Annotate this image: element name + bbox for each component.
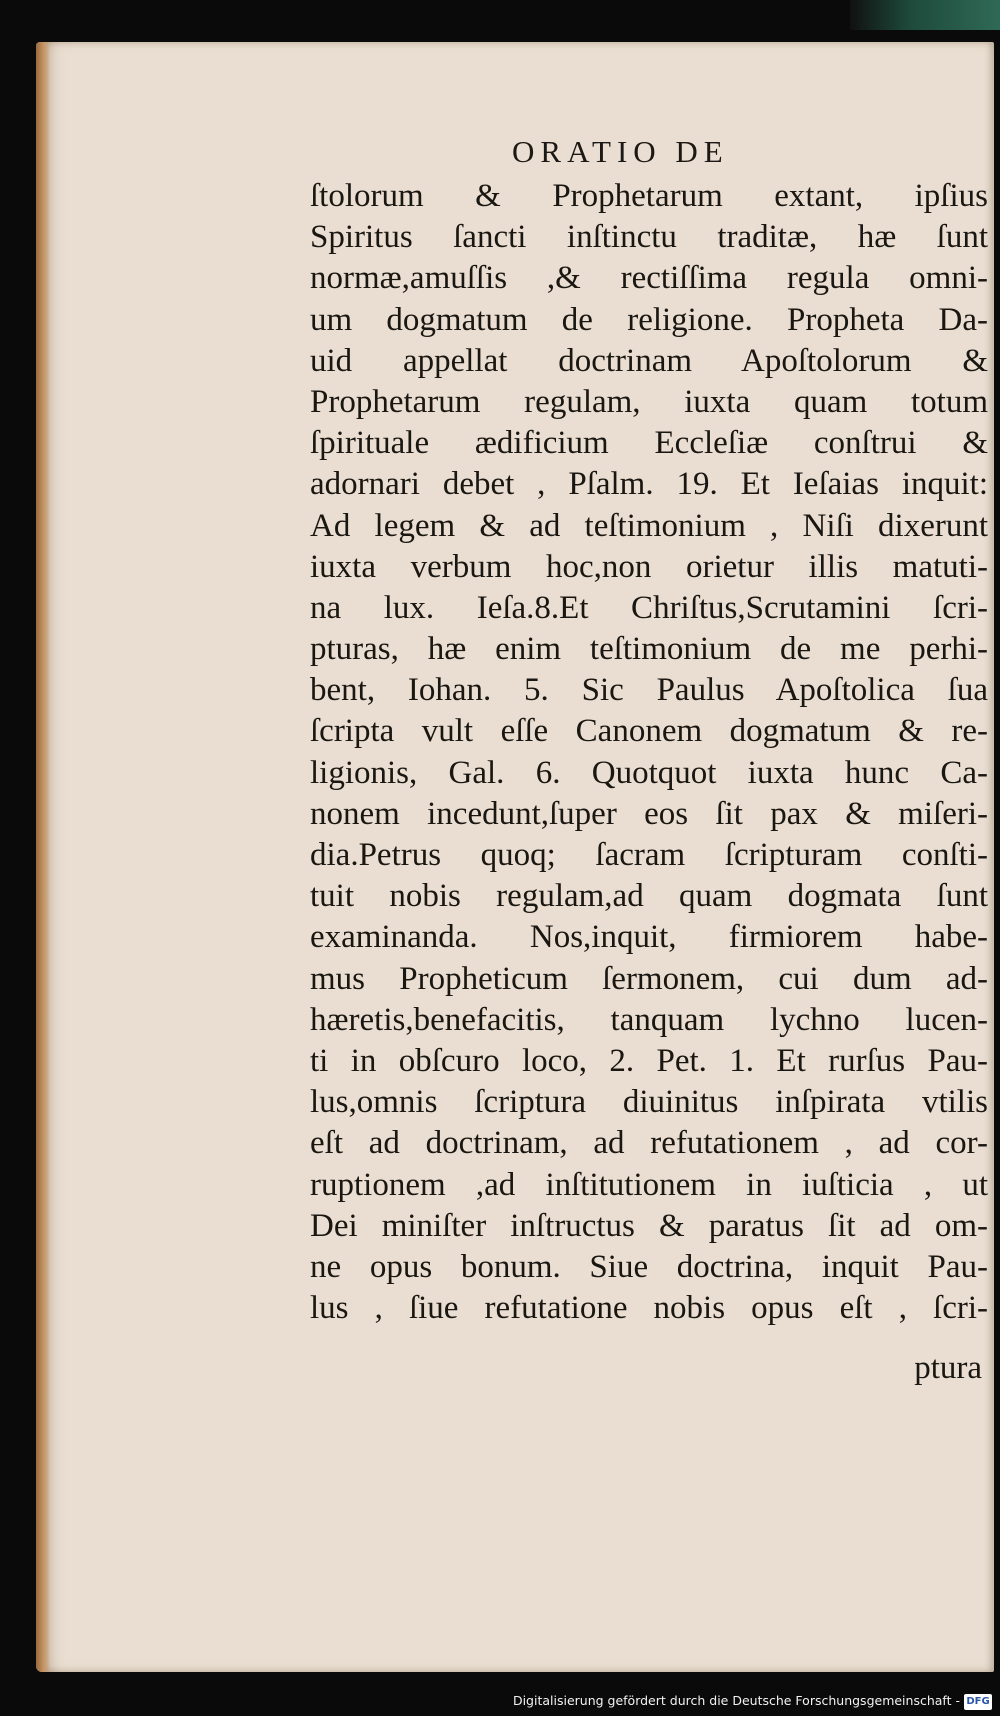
text-line: dia.Petrus quoq; ſacram ſcripturam conſti- (310, 837, 988, 873)
text-line: Spiritus ſancti inſtinctu traditæ, hæ ſunt (310, 219, 988, 256)
text-line: ſtolorum & Prophetarum extant, ipſius (310, 178, 988, 214)
running-head: ORATIO DE (512, 134, 729, 169)
text-line: Ad legem & ad teſtimonium , Niſi dixerunt (310, 507, 988, 544)
funding-credit: Digitalisierung gefördert durch die Deutsche Forschungsgemeinschaft - (512, 1693, 960, 1708)
text-line: lus,omnis ſcriptura diuinitus inſpirata vtilis (310, 1084, 988, 1121)
text-line: Prophetarum regulam, iuxta quam totum (310, 383, 988, 420)
text-line: ne opus bonum. Siue doctrina, inquit Pau- (310, 1248, 988, 1285)
text-line: hæretis,benefacitis, tanquam lychno lucen- (310, 1001, 988, 1038)
text-line: nonem incedunt,ſuper eos ſit pax & miſeri- (310, 795, 988, 832)
text-line: ſpirituale ædificium Eccleſiæ conſtrui & (310, 425, 988, 462)
book-cover-edge (850, 0, 1000, 30)
text-line: ſcripta vult eſſe Canonem dogmatum & re- (310, 713, 988, 750)
page-gutter-shadow (36, 42, 50, 1672)
body-text (310, 176, 988, 1329)
text-line: ti in obſcuro loco, 2. Pet. 1. Et rurſus Pau- (310, 1042, 988, 1079)
text-line: uid appellat doctrinam Apoſtolorum & (310, 342, 988, 379)
text-line: lus , ſiue refutatione nobis opus eſt , ſcri- (310, 1290, 988, 1327)
text-line: ruptionem ,ad inſtitutionem in iuſticia , ut (310, 1166, 988, 1203)
text-line: Dei miniſter inſtructus & paratus ſit ad om- (310, 1207, 988, 1244)
dfg-logo-icon: DFG (964, 1694, 992, 1710)
text-line: na lux. Ieſa.8.Et Chriſtus,Scrutamini ſcri- (310, 589, 988, 626)
text-line: examinanda. Nos,inquit, firmiorem habe- (310, 919, 988, 956)
text-line: iuxta verbum hoc,non orietur illis matuti- (310, 548, 988, 585)
catchword: ptura (914, 1350, 982, 1386)
text-line: ligionis, Gal. 6. Quotquot iuxta hunc Ca- (310, 754, 988, 791)
text-line: bent, Iohan. 5. Sic Paulus Apoſtolica ſua (310, 672, 988, 709)
text-line: eſt ad doctrinam, ad refutationem , ad cor- (310, 1125, 988, 1162)
text-line: mus Propheticum ſermonem, cui dum ad- (310, 960, 988, 997)
text-line: adornari debet , Pſalm. 19. Et Ieſaias inquit: (310, 466, 988, 503)
text-line: normæ,amuſſis ,& rectiſſima regula omni- (310, 260, 988, 297)
text-line: pturas, hæ enim teſtimonium de me perhi- (310, 631, 988, 668)
text-line: tuit nobis regulam,ad quam dogmata ſunt (310, 878, 988, 915)
text-line: um dogmatum de religione. Propheta Da- (310, 301, 988, 338)
